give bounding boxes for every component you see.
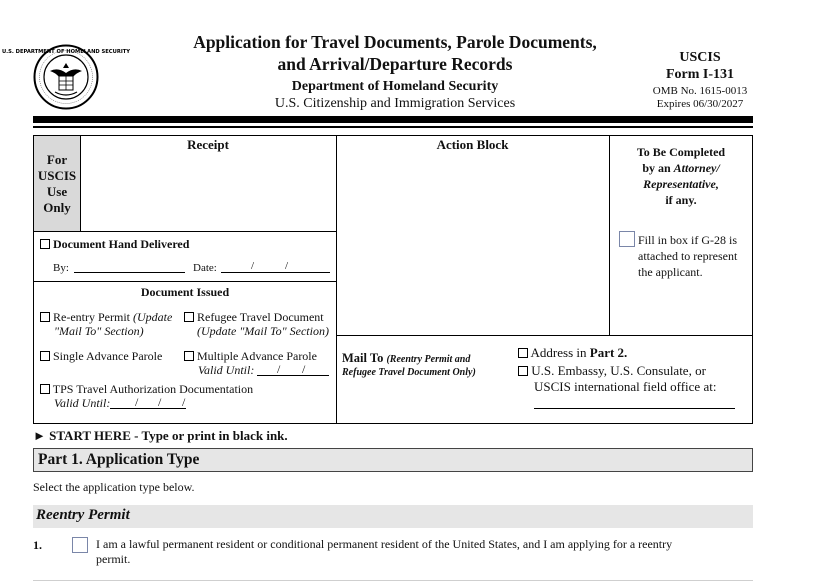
address-part2-checkbox[interactable] (518, 348, 528, 358)
date-separator: / (182, 395, 186, 409)
header-rule-thick (33, 116, 753, 123)
attorney-heading-line3: Representative, (643, 177, 719, 191)
reentry-permit-section (33, 505, 753, 528)
multiple-parole-valid-until: Valid Until: (198, 363, 255, 377)
attorney-heading-line1: To Be Completed (636, 145, 726, 159)
use-label: Use (46, 184, 68, 199)
multiple-parole-checkbox[interactable] (184, 351, 194, 361)
for-label: For (46, 152, 68, 167)
date-label: Date: (193, 262, 217, 274)
divider (336, 335, 753, 336)
part1-header (33, 448, 753, 472)
part1-title: Part 1. Application Type (38, 451, 200, 468)
dhs-seal-icon (1, 44, 131, 110)
embassy-option-line2: USCIS international field office at: (534, 379, 717, 394)
tps-checkbox[interactable] (40, 384, 50, 394)
divider (33, 281, 337, 282)
divider (336, 135, 337, 424)
reentry-permit-section-title: Reentry Permit (36, 507, 130, 523)
date-separator: / (251, 260, 255, 272)
attorney-heading-line4: if any. (665, 193, 697, 207)
document-issued-label: Document Issued (140, 285, 230, 299)
form-title-line2: and Arrival/Departure Records (277, 54, 513, 74)
expiration-date: Expires 06/30/2027 (656, 98, 744, 110)
date-separator: / (277, 362, 281, 376)
seal-lettering: U.S. DEPARTMENT OF HOMELAND SECURITY (1, 49, 131, 55)
reentry-permit-checkbox[interactable] (40, 312, 50, 322)
by-label: By: (53, 262, 69, 274)
divider (33, 231, 337, 232)
omb-number: OMB No. 1615-0013 (652, 85, 748, 97)
item1-text-line1: I am a lawful permanent resident or conditional permanent resident of the United States, and I am applying for a reentry (96, 537, 673, 551)
attorney-heading-line2: by an Attorney/ (642, 161, 720, 175)
hand-delivered-row (40, 237, 189, 252)
g28-label-line2: attached to represent (638, 249, 738, 263)
part1-instruction: Select the application type below. (33, 480, 195, 494)
service-name: U.S. Citizenship and Immigration Services (274, 96, 516, 111)
date-separator: / (302, 362, 306, 376)
g28-checkbox[interactable] (619, 231, 635, 247)
tps-valid-until: Valid Until: (54, 396, 111, 410)
date-separator: / (135, 395, 139, 409)
form-number: Form I-131 (665, 67, 735, 82)
date-separator: / (285, 260, 289, 272)
refugee-travel-checkbox[interactable] (184, 312, 194, 322)
agency-label: USCIS (679, 50, 721, 65)
refugee-travel-note: (Update "Mail To" Section) (197, 324, 329, 338)
single-parole-checkbox[interactable] (40, 351, 50, 361)
date-separator: / (158, 395, 162, 409)
multiple-parole-date-field[interactable] (257, 375, 329, 376)
department-name: Department of Homeland Security (291, 79, 499, 94)
only-label: Only (43, 200, 71, 215)
form-title-line1: Application for Travel Documents, Parole Documents, (193, 32, 597, 52)
by-field[interactable] (74, 272, 185, 273)
item1-checkbox[interactable] (72, 537, 88, 553)
start-here-instruction: ► START HERE - Type or print in black ink. (33, 428, 288, 443)
item1-text-line2: permit. (96, 552, 131, 566)
mail-to-label: Mail To (Reentry Permit and (342, 351, 471, 365)
address-option-row: Address in Part 2. (518, 345, 627, 361)
multiple-parole-row: Multiple Advance Parole (184, 349, 317, 364)
header-rule-thin (33, 126, 753, 128)
hand-delivered-checkbox[interactable] (40, 239, 50, 249)
reentry-permit-note: "Mail To" Section) (54, 324, 144, 338)
reentry-permit-row: Re-entry Permit (Update (40, 310, 172, 325)
g28-label-line1: Fill in box if G-28 is (638, 233, 738, 247)
uscis-label: USCIS (37, 168, 77, 183)
embassy-option-row: U.S. Embassy, U.S. Consulate, or (518, 363, 706, 379)
hand-delivered-label: Document Hand Delivered (53, 237, 190, 251)
date-field[interactable] (221, 272, 330, 273)
embassy-checkbox[interactable] (518, 366, 528, 376)
receipt-label: Receipt (187, 137, 229, 152)
tps-row: TPS Travel Authorization Documentation (40, 382, 253, 397)
action-block-label: Action Block (436, 137, 509, 152)
refugee-travel-row: Refugee Travel Document (184, 310, 324, 325)
single-parole-row: Single Advance Parole (40, 349, 162, 364)
embassy-address-field[interactable] (534, 408, 735, 409)
tps-date-field[interactable] (110, 408, 186, 409)
g28-label-line3: the applicant. (638, 265, 703, 279)
mail-to-note: Refugee Travel Document Only) (342, 367, 476, 378)
section-divider (33, 580, 753, 581)
item-number: 1. (33, 538, 42, 552)
